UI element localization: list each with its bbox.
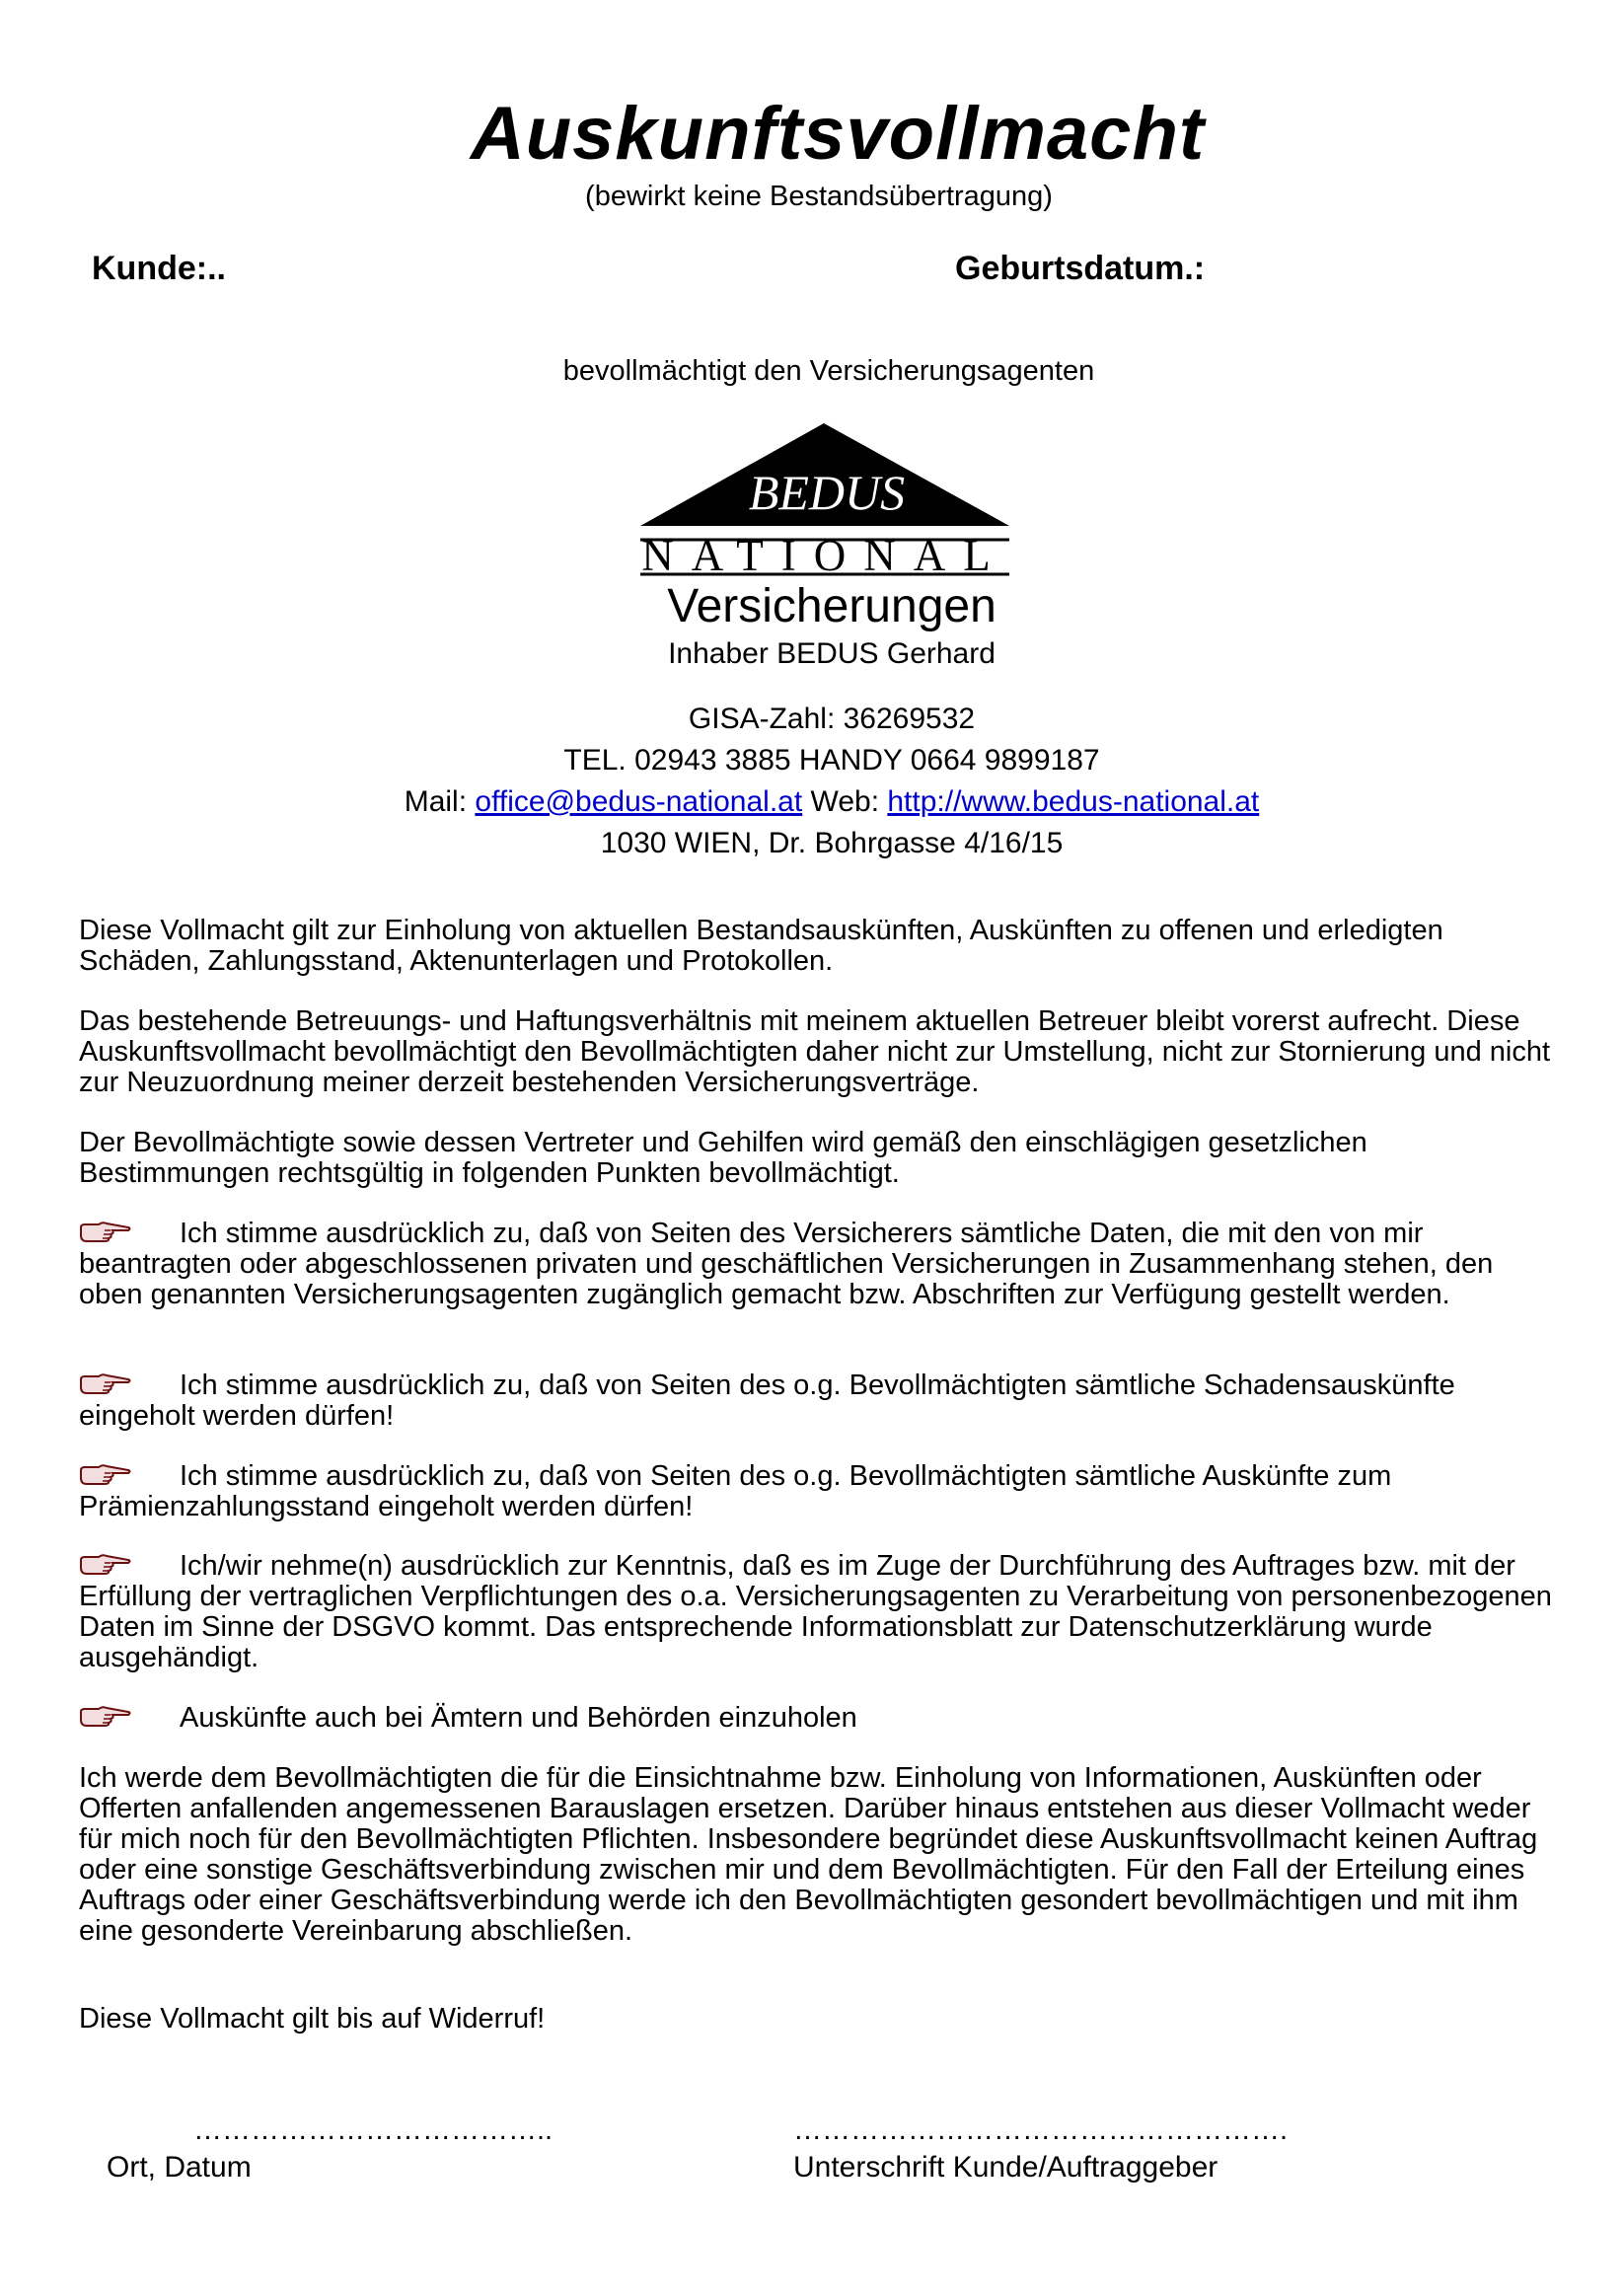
web-link[interactable]: http://www.bedus-national.at (887, 785, 1260, 818)
owner-name: Inhaber BEDUS Gerhard (668, 637, 996, 670)
bullet-authorities: Auskünfte auch bei Ämtern und Behörden einzuholen (180, 1702, 857, 1734)
mail-web-line (0, 785, 1624, 819)
bullet-dsgvo: Ich/wir nehme(n) ausdrücklich zur Kenntnis, daß es im Zuge der Durchführung des Auftrages bzw. mit der Erfüllung der vertraglichen Verpflichtungen des o.a. Versicherungsagenten zu Verarbeitung von personenbezogenen Daten im Sinne der DSGVO kommt. Das entsprechende Informationsblatt zur Datenschutzerklärung wurde ausgehändigt. (79, 1550, 1552, 1673)
svg-text:BEDUS: BEDUS (748, 465, 906, 520)
mail-label: Mail: (404, 785, 468, 818)
paragraph-validity: Diese Vollmacht gilt bis auf Widerruf! (79, 2003, 546, 2035)
gisa-number: GISA-Zahl: 36269532 (688, 703, 976, 735)
web-label: Web: (810, 785, 880, 818)
geburtsdatum-label: Geburtsdatum.: (955, 250, 1206, 287)
bullet-premium-status: Ich stimme ausdrücklich zu, daß von Seiten des o.g. Bevollmächtigten sämtliche Auskünfte zum Prämienzahlungsstand eingeholt werden dürfen! (79, 1460, 1392, 1522)
paragraph-existing-relationship: Das bestehende Betreuungs- und Haftungsverhältnis mit meinem aktuellen Betreuer bleibt vorerst aufrecht. Diese Auskunftsvollmacht bevollmächtigt den Bevollmächtigten daher nicht zur Umstellung, nicht zur Stornierung und nicht zur Neuzuordnung meiner derzeit bestehenden Versicherungsverträge. (79, 1005, 1551, 1098)
ort-datum-label: Ort, Datum (107, 2151, 252, 2184)
paragraph-expenses: Ich werde dem Bevollmächtigten die für die Einsichtnahme bzw. Einholung von Informationen, Auskünften oder Offerten anfallenden angemessenen Barauslagen ersetzen. Darüber hinaus entstehen aus dieser Vollmacht weder für mich noch für den Bevollmächtigten Pflichten. Insbesondere begründet diese Auskunftsvollmacht keinen Auftrag oder eine sonstige Geschäftsverbindung zwischen mir und dem Bevollmächtigten. Für den Fall der Erteilung eines Auftrags oder einer Geschäftsverbindung werde ich den Bevollmächtigten gesondert bevollmächtigen und mit ihm eine gesonderte Vereinbarung abschließen. (79, 1762, 1538, 1947)
signature-label: Unterschrift Kunde/Auftraggeber (793, 2151, 1218, 2184)
phone-numbers: TEL. 02943 3885 HANDY 0664 9899187 (563, 744, 1100, 777)
paragraph-scope: Diese Vollmacht gilt zur Einholung von aktuellen Bestandsauskünften, Auskünften zu offenen und erledigten Schäden, Zahlungsstand, Aktenunterlagen und Protokollen. (79, 915, 1443, 977)
bedus-national-logo (636, 420, 1013, 578)
svg-text:NATIONAL: NATIONAL (641, 531, 1008, 578)
kunde-label: Kunde:.. (92, 250, 226, 287)
intro-text: bevollmächtigt den Versicherungsagenten (562, 355, 1095, 387)
document-subtitle: (bewirkt keine Bestandsübertragung) (585, 181, 1053, 212)
ort-datum-line: ……………………………….. (193, 2114, 554, 2146)
address: 1030 WIEN, Dr. Bohrgasse 4/16/15 (600, 827, 1064, 859)
bullet-claims-info: Ich stimme ausdrücklich zu, daß von Seiten des o.g. Bevollmächtigten sämtliche Schadensauskünfte eingeholt werden dürfen! (79, 1370, 1455, 1432)
mail-link[interactable]: office@bedus-national.at (475, 785, 803, 818)
bullet-data-consent: Ich stimme ausdrücklich zu, daß von Seiten des Versicherers sämtliche Daten, die mit den von mir beantragten oder abgeschlossenen privaten und geschäftlichen Versicherungen in Zusammenhang stehen, den oben genannten Versicherungsagenten zugänglich gemacht bzw. Abschriften zur Verfügung gestellt werden. (79, 1218, 1494, 1310)
firm-name: Versicherungen (667, 580, 997, 632)
paragraph-authorization: Der Bevollmächtigte sowie dessen Vertreter und Gehilfen wird gemäß den einschlägigen gesetzlichen Bestimmungen rechtsgültig in folgenden Punkten bevollmächtigt. (79, 1127, 1367, 1189)
signature-line: ……………………………………………. (793, 2114, 1289, 2146)
document-title: Auskunftsvollmacht (470, 92, 1206, 176)
